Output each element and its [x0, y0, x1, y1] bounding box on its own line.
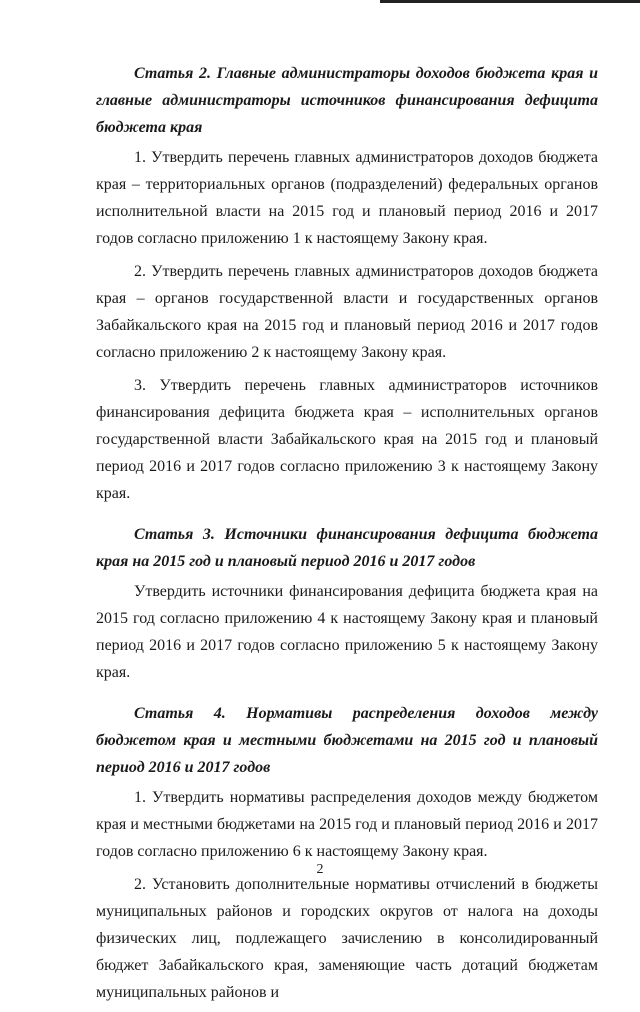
article-3-paragraph-1: Утвердить источники финансирования дефицита бюджета края на 2015 год согласно приложению 4 к настоящему Закону края и плановый период 2016 и 2017 годов согласно приложению 5 к настоящему Закону края.	[96, 583, 598, 681]
article-3	[96, 521, 598, 686]
page-number: 2	[316, 862, 324, 877]
article-2-paragraph-2: 2. Утвердить перечень главных администраторов доходов бюджета края – органов государственной власти и государственных органов Забайкальского края на 2015 год и плановый период 2016 и 2017 годов согласно приложению 2 к настоящему Закону края.	[96, 263, 598, 361]
article-4-paragraph-1: 1. Утвердить нормативы распределения доходов между бюджетом края и местными бюджетами на 2015 год и плановый период 2016 и 2017 годов согласно приложению 6 к настоящему Закону края.	[96, 789, 598, 860]
article-3-heading: Статья 3. Источники финансирования дефицита бюджета края на 2015 год и плановый период 2016 и 2017 годов	[96, 526, 598, 570]
top-border-line	[380, 0, 640, 3]
article-2	[96, 60, 598, 507]
article-2-paragraph-3: 3. Утвердить перечень главных администраторов источников финансирования дефицита бюджета края – исполнительных органов государственной власти Забайкальского края на 2015 год и плановый период 2016 и 2017 годов согласно приложению 3 к настоящему Закону края.	[96, 377, 598, 502]
article-4-heading: Статья 4. Нормативы распределения доходов между бюджетом края и местными бюджетами на 2015 год и плановый период 2016 и 2017 годов	[96, 705, 598, 776]
article-2-heading: Статья 2. Главные администраторы доходов бюджета края и главные администраторы источников финансирования дефицита бюджета края	[96, 65, 598, 136]
article-4-paragraph-2: 2. Установить дополнительные нормативы отчислений в бюджеты муниципальных районов и городских округов от налога на доходы физических лиц, подлежащего зачислению в консолидированный бюджет Забайкальского края, заменяющие часть дотаций бюджетам муниципальных районов и	[96, 876, 598, 1001]
article-4	[96, 700, 598, 1006]
article-2-paragraph-1: 1. Утвердить перечень главных администраторов доходов бюджета края – территориальных органов (подразделений) федеральных органов исполнительной власти на 2015 год и плановый период 2016 и 2017 годов согласно приложению 1 к настоящему Закону края.	[96, 149, 598, 247]
